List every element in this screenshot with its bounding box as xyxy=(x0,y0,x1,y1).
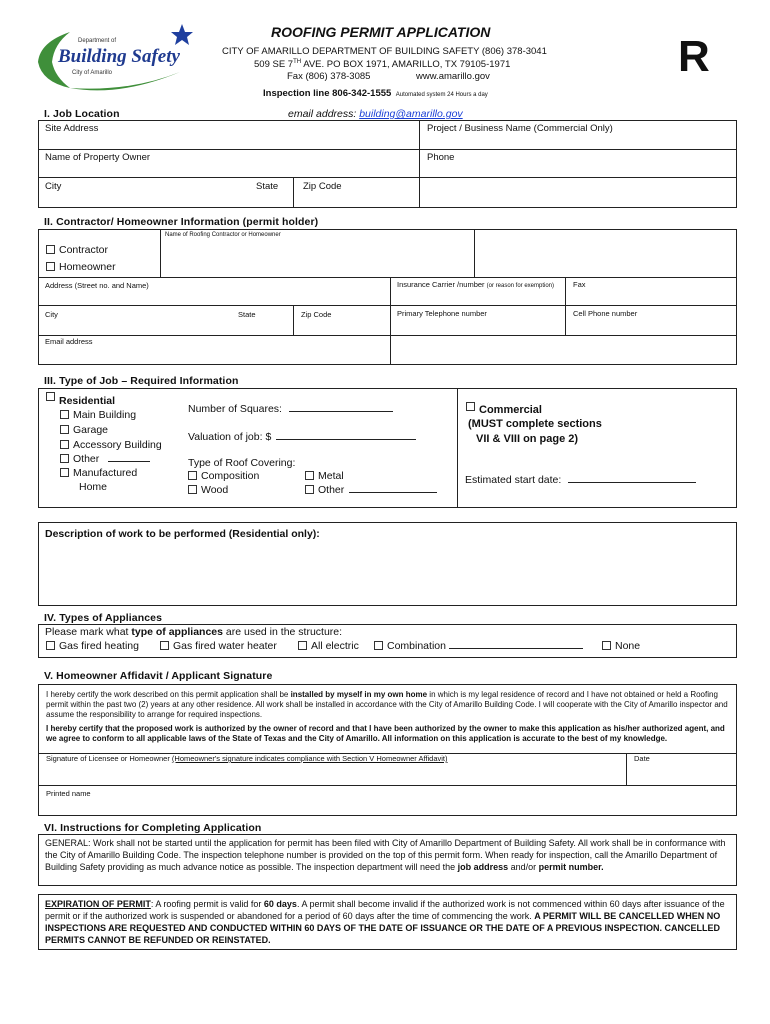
affidavit-p1-c: in which is my legal residence of record and I have not obtained or held a Roofing permit within the past two (2) years at any other residence. All work shall be installed in accordance with the City of Amarillo Building Code. I will cooperate with the City of Amarillo inspector and assume the responsibility to arrange for required inspections. xyxy=(46,690,728,719)
residential-label: Residential xyxy=(59,395,116,407)
divider xyxy=(390,277,391,365)
accessory-checkbox[interactable] xyxy=(60,440,69,449)
divider xyxy=(565,277,566,335)
divider xyxy=(419,120,420,208)
page-title: ROOFING PERMIT APPLICATION xyxy=(271,24,491,40)
contractor-heading: II. Contractor/ Homeowner Information (permit holder) xyxy=(44,216,319,228)
metal-option[interactable] xyxy=(305,470,344,482)
inspection-number: Inspection line 806-342-1555 xyxy=(263,88,392,99)
contractor-email-field[interactable]: Email address xyxy=(45,337,93,346)
expiration-label: EXPIRATION OF PERMIT xyxy=(45,899,151,909)
main-building-checkbox[interactable] xyxy=(60,410,69,419)
start-date-blank[interactable] xyxy=(568,482,696,483)
appliances-prompt-c: are used in the structure: xyxy=(222,626,343,638)
expiration-text-a: : A roofing permit is valid for xyxy=(150,899,264,909)
affidavit-heading: V. Homeowner Affidavit / Applicant Signature xyxy=(44,670,273,682)
commercial-checkbox[interactable] xyxy=(466,402,475,411)
combination-option[interactable] xyxy=(374,640,583,652)
manufactured-label: Manufactured xyxy=(73,467,138,479)
signature-note: (Homeowner's signature indicates compliance with Section V Homeowner Affidavit) xyxy=(171,754,448,763)
main-building-option[interactable] xyxy=(60,409,136,421)
job-type-heading: III. Type of Job – Required Information xyxy=(44,375,239,387)
instructions-text xyxy=(45,837,733,873)
composition-label: Composition xyxy=(201,470,260,482)
divider xyxy=(38,305,737,306)
expiration-text-b: . A permit shall become invalid if the authorized work is not commenced within 60 days after issuance of the permit or if the authorized work is suspended or abandoned for a period of 60 days after the time of commencing the work. xyxy=(45,899,725,921)
affidavit-p1-b: installed by myself in my own home xyxy=(290,690,428,699)
logo-main-text: Building Safety xyxy=(58,46,180,67)
none-checkbox[interactable] xyxy=(602,641,611,650)
manufactured-option[interactable] xyxy=(60,467,137,479)
phone-field[interactable]: Phone xyxy=(427,152,455,163)
department-line: CITY OF AMARILLO DEPARTMENT OF BUILDING SAFETY (806) 378-3041 xyxy=(222,46,547,57)
signature-label: Signature of Licensee or Homeowner xyxy=(46,754,170,763)
inspection-note: Automated system 24 Hours a day xyxy=(395,92,488,98)
instructions-permit-number: permit number. xyxy=(538,862,604,872)
valuation-blank[interactable] xyxy=(276,439,416,440)
accessory-option[interactable] xyxy=(60,439,162,451)
email-link[interactable]: building@amarillo.gov xyxy=(359,108,463,120)
contractor-zip-field[interactable]: Zip Code xyxy=(301,310,332,319)
appliances-prompt xyxy=(45,626,342,638)
valuation-field[interactable] xyxy=(188,431,416,443)
contractor-state-field[interactable]: State xyxy=(238,310,256,319)
contractor-name-label: Name of Roofing Contractor or Homeowner xyxy=(165,232,281,238)
valuation-label: Valuation of job: $ xyxy=(188,431,272,443)
commercial-label: Commercial xyxy=(479,404,542,416)
combination-blank[interactable] xyxy=(449,648,583,649)
contractor-box xyxy=(38,229,737,365)
squares-field[interactable] xyxy=(188,403,393,415)
commercial-note-2: VII & VIII on page 2) xyxy=(476,433,579,445)
none-label: None xyxy=(615,640,641,652)
garage-checkbox[interactable] xyxy=(60,425,69,434)
address-sup: TH xyxy=(293,59,302,65)
primary-phone-field[interactable]: Primary Telephone number xyxy=(397,309,487,318)
other-option[interactable] xyxy=(60,453,150,465)
email-line xyxy=(288,108,463,120)
main-building-label: Main Building xyxy=(73,409,137,421)
divider xyxy=(293,305,294,335)
contractor-address-field[interactable]: Address (Street no. and Name) xyxy=(45,281,149,290)
contractor-option[interactable] xyxy=(46,244,108,256)
home-label: Home xyxy=(79,481,108,493)
metal-checkbox[interactable] xyxy=(305,471,314,480)
divider xyxy=(38,335,737,336)
insurance-field[interactable] xyxy=(397,280,554,289)
logo-department-text: Department of xyxy=(78,38,117,44)
expiration-text-c: A PERMIT WILL BE CANCELLED WHEN NO INSPECTIONS ARE REQUESTED AND CONDUCTED WITHIN 60 DAYS OF THE DATE OF ISSUANCE OR THE DATE OF A PREVIOUS INSPECTION. CANCELLED PERMITS CANNOT BE REFUNDED OR REINSTATED. xyxy=(45,911,721,945)
squares-label: Number of Squares: xyxy=(188,403,282,415)
appliances-prompt-a: Please mark what xyxy=(45,626,132,638)
other-covering-blank[interactable] xyxy=(349,492,437,493)
divider xyxy=(38,277,737,278)
wood-checkbox[interactable] xyxy=(188,485,197,494)
start-date-label: Estimated start date: xyxy=(465,474,562,486)
divider xyxy=(626,753,627,785)
expiration-days: 60 days xyxy=(263,899,297,909)
state-field[interactable]: State xyxy=(256,181,279,192)
zip-field[interactable]: Zip Code xyxy=(303,181,342,192)
all-electric-option[interactable] xyxy=(298,640,359,652)
other-covering-label: Other xyxy=(318,484,345,496)
residential-checkbox[interactable] xyxy=(46,392,55,401)
appliances-prompt-b: type of appliances xyxy=(131,626,223,638)
garage-option[interactable] xyxy=(60,424,108,436)
gas-water-label: Gas fired water heater xyxy=(173,640,277,652)
metal-label: Metal xyxy=(318,470,344,482)
insurance-note: (or reason for exemption) xyxy=(486,283,555,289)
roof-covering-label: Type of Roof Covering: xyxy=(188,457,296,469)
form-letter: R xyxy=(678,32,710,81)
homeowner-checkbox[interactable] xyxy=(46,262,55,271)
combination-checkbox[interactable] xyxy=(374,641,383,650)
instructions-job-address: job address xyxy=(457,862,509,872)
insurance-label: Insurance Carrier /number xyxy=(397,280,485,289)
address-part-b: AVE. PO BOX 1971, AMARILLO, TX 79105-1971 xyxy=(301,59,511,71)
project-name-field[interactable]: Project / Business Name (Commercial Only) xyxy=(427,123,613,134)
owner-name-field[interactable]: Name of Property Owner xyxy=(45,152,151,163)
instructions-heading: VI. Instructions for Completing Application xyxy=(44,822,262,834)
fax-line: Fax (806) 378-3085 xyxy=(287,71,371,82)
address-line xyxy=(254,59,510,70)
combination-label: Combination xyxy=(387,640,446,652)
manufactured-checkbox[interactable] xyxy=(60,468,69,477)
logo-city-text: City of Amarillo xyxy=(72,70,113,76)
signature-field[interactable] xyxy=(46,754,448,763)
divider xyxy=(38,785,737,786)
other-label: Other xyxy=(73,453,100,465)
start-date-field[interactable] xyxy=(465,474,696,486)
homeowner-option-label: Homeowner xyxy=(59,261,116,273)
commercial-note-1: (MUST complete sections xyxy=(468,418,602,430)
commercial-option[interactable] xyxy=(466,402,542,416)
garage-label: Garage xyxy=(73,424,109,436)
cell-phone-field[interactable]: Cell Phone number xyxy=(573,309,638,318)
instructions-text-c: and/or xyxy=(508,862,539,872)
none-option[interactable] xyxy=(602,640,640,652)
residential-option[interactable] xyxy=(46,392,115,407)
gas-heating-label: Gas fired heating xyxy=(59,640,139,652)
divider xyxy=(457,388,458,508)
composition-checkbox[interactable] xyxy=(188,471,197,480)
expiration-text xyxy=(45,898,733,946)
inspection-line xyxy=(263,83,488,101)
description-label: Description of work to be performed (Residential only): xyxy=(45,528,320,540)
address-part-a: 509 SE 7 xyxy=(254,59,294,71)
site-address-field[interactable]: Site Address xyxy=(45,123,99,134)
all-electric-label: All electric xyxy=(311,640,359,652)
job-location-heading: I. Job Location xyxy=(44,108,120,120)
job-location-box xyxy=(38,120,737,208)
affidavit-paragraph-2: I hereby certify that the proposed work is authorized by the owner of record and that I have been authorized by the owner to make this application as his/her authorized agent, and we agree to conform to all applicable laws of the State of Texas and the City of Amarillo. All information on this application is accurate to the best of my knowledge. xyxy=(46,724,725,743)
accessory-label: Accessory Building xyxy=(73,439,162,451)
gas-heating-checkbox[interactable] xyxy=(46,641,55,650)
gas-water-option[interactable] xyxy=(160,640,277,652)
squares-blank[interactable] xyxy=(289,411,393,412)
contractor-fax-field[interactable]: Fax xyxy=(573,280,586,289)
wood-option[interactable] xyxy=(188,484,228,496)
printed-name-field[interactable]: Printed name xyxy=(46,789,91,798)
city-field[interactable]: City xyxy=(45,181,62,192)
instructions-text-a: GENERAL: Work shall not be started until the application for permit has been filed with City of Amarillo Department of Building Safety. All work shall be in conformance with the City of Amarillo Building Code. The inspection telephone number is provided on the top of this permit form. When ready for inspection, call the Amarillo Department of Building Safety providing as much advance notice as possible. The inspection department will need the xyxy=(45,838,726,872)
wood-label: Wood xyxy=(201,484,229,496)
contractor-city-field[interactable]: City xyxy=(45,310,58,319)
divider xyxy=(474,229,475,277)
all-electric-checkbox[interactable] xyxy=(298,641,307,650)
contractor-option-label: Contractor xyxy=(59,244,109,256)
date-field[interactable]: Date xyxy=(634,754,650,763)
divider xyxy=(38,149,737,150)
divider xyxy=(293,177,294,208)
appliances-heading: IV. Types of Appliances xyxy=(44,612,163,624)
affidavit-p1-a: I hereby certify the work described on this permit application shall be xyxy=(46,690,291,699)
other-covering-checkbox[interactable] xyxy=(305,485,314,494)
other-covering-option[interactable] xyxy=(305,484,437,496)
divider xyxy=(160,229,161,277)
email-label: email address: xyxy=(288,108,357,120)
composition-option[interactable] xyxy=(188,470,259,482)
divider xyxy=(38,177,737,178)
gas-heating-option[interactable] xyxy=(46,640,139,652)
affidavit-paragraph-1 xyxy=(46,690,732,720)
other-blank[interactable] xyxy=(108,461,150,462)
website: www.amarillo.gov xyxy=(416,71,490,82)
contractor-checkbox[interactable] xyxy=(46,245,55,254)
gas-water-checkbox[interactable] xyxy=(160,641,169,650)
other-checkbox[interactable] xyxy=(60,454,69,463)
homeowner-option[interactable] xyxy=(46,261,116,273)
